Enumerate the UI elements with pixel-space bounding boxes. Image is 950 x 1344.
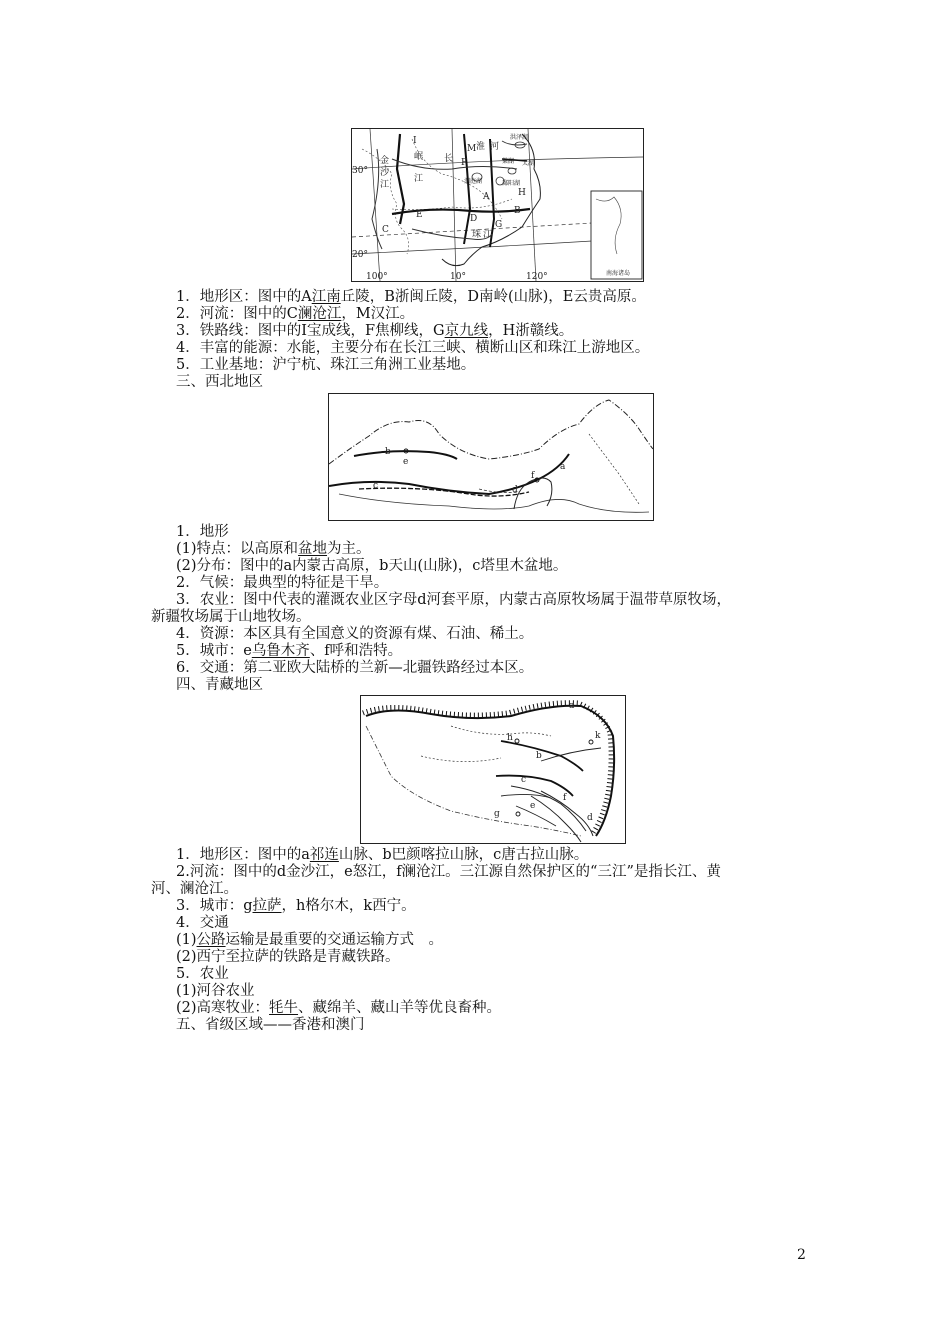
map-label: 江: [483, 230, 493, 240]
text-line: 3．农业：图中代表的灌溉农业区字母d河套平原，内蒙古高原牧场属于温带草原牧场，: [176, 592, 732, 608]
map-label: a: [560, 462, 566, 472]
map-label: b: [385, 447, 391, 457]
text-line: 2．河流：图中的C澜沧江，M汉江。: [176, 306, 415, 322]
text-line: (1)河谷农业: [176, 983, 255, 999]
text-line: (1)公路运输是最重要的交通运输方式 。: [176, 932, 444, 948]
map-label: 江: [380, 180, 390, 190]
map-label: C: [382, 225, 389, 235]
text-line: 2．气候：最典型的特征是干旱。: [176, 575, 389, 591]
map-label: 20°: [352, 250, 368, 260]
map-label: h: [507, 733, 513, 743]
map-label: 金: [380, 156, 390, 166]
text-line: 4．交通: [176, 915, 229, 931]
text-line: 5．城市：e乌鲁木齐、f呼和浩特。: [176, 643, 403, 659]
text-line: 6．交通：第二亚欧大陆桥的兰新—北疆铁路经过本区。: [176, 660, 534, 676]
map-label: I: [413, 136, 417, 146]
text-line: (2)分布：图中的a内蒙古高原，b天山(山脉)，c塔里木盆地。: [176, 558, 568, 574]
map-label: H: [518, 188, 526, 198]
northwest-region-map: [328, 393, 654, 521]
map-label: 巢湖: [502, 158, 515, 165]
section-heading: 五、省级区域——香港和澳门: [176, 1017, 365, 1033]
text-line: 4．资源：本区具有全国意义的资源有煤、石油、稀土。: [176, 626, 534, 642]
text-line: 新疆牧场属于山地牧场。: [151, 609, 311, 625]
map-label: 珠: [472, 230, 482, 240]
map-label: c: [373, 481, 379, 491]
text-line: 3．城市：g拉萨，h格尔木，k西宁。: [176, 898, 416, 914]
map-label: 岷: [414, 152, 424, 162]
qinghai-tibet-map: [360, 695, 626, 844]
text-line: (1)特点：以高原和盆地为主。: [176, 541, 371, 557]
map-label: 10°: [450, 272, 466, 281]
section-heading: 四、青藏地区: [176, 677, 263, 693]
map-label: e: [530, 801, 536, 811]
map-label: 洪泽湖: [510, 134, 529, 141]
map-label: e: [403, 457, 409, 467]
map-label: 太湖: [522, 160, 535, 167]
text-line: 5．农业: [176, 966, 229, 982]
map-label: 100°: [366, 272, 388, 281]
text-line: 4．丰富的能源：水能，主要分布在长江三峡、横断山区和珠江上游地区。: [176, 340, 650, 356]
map-label: M: [467, 144, 477, 154]
text-line: 3．铁路线：图中的Ⅰ宝成线，F焦柳线，G京九线，H浙赣线。: [176, 323, 574, 339]
map-label: b: [536, 751, 542, 761]
map-label: G: [495, 220, 503, 230]
text-line: 1．地形区：图中的A江南丘陵，B浙闽丘陵，D南岭(山脉)，E云贵高原。: [176, 289, 646, 305]
map-label: 淮: [476, 142, 486, 152]
text-line: (2)高寒牧业：牦牛、藏绵羊、藏山羊等优良畜种。: [176, 1000, 502, 1016]
map-label: 洞庭湖: [464, 178, 483, 185]
map-label: f: [563, 793, 567, 803]
section-heading: 三、西北地区: [176, 374, 263, 390]
map-label: k: [595, 731, 601, 741]
map-label: 河: [490, 142, 500, 152]
map-label: 30°: [352, 166, 368, 176]
map-label: 鄱阳湖: [502, 180, 521, 187]
map-label: F: [461, 158, 468, 168]
map-label: c: [521, 775, 527, 785]
text-line: 5．工业基地：沪宁杭、珠江三角洲工业基地。: [176, 357, 476, 373]
text-line: 河、澜沧江。: [151, 881, 238, 897]
map-label: d: [587, 813, 593, 823]
map-label: E: [416, 210, 423, 220]
map-label: A: [483, 192, 490, 202]
text-line: (2)西宁至拉萨的铁路是青藏铁路。: [176, 949, 400, 965]
map-label: f: [531, 471, 535, 481]
text-line: 1．地形区：图中的a祁连山脉、b巴颜喀拉山脉，c唐古拉山脉。: [176, 847, 589, 863]
text-line: 2.河流：图中的d金沙江，e怒江，f澜沧江。三江源自然保护区的“三江”是指长江、黄: [176, 864, 721, 880]
map-label: 沙: [380, 168, 390, 178]
south-region-map: [351, 128, 644, 282]
page-number: 2: [797, 1247, 806, 1263]
map-label: 长: [444, 154, 454, 164]
map-label: a: [569, 701, 575, 711]
map-label: D: [470, 214, 478, 224]
map-label: 江: [414, 174, 424, 184]
map-label: 南海诸岛: [606, 270, 631, 277]
map-label: B: [514, 206, 521, 216]
map-label: 120°: [526, 272, 548, 281]
map-label: d: [512, 485, 518, 495]
text-line: 1．地形: [176, 524, 229, 540]
map-label: g: [494, 809, 500, 819]
